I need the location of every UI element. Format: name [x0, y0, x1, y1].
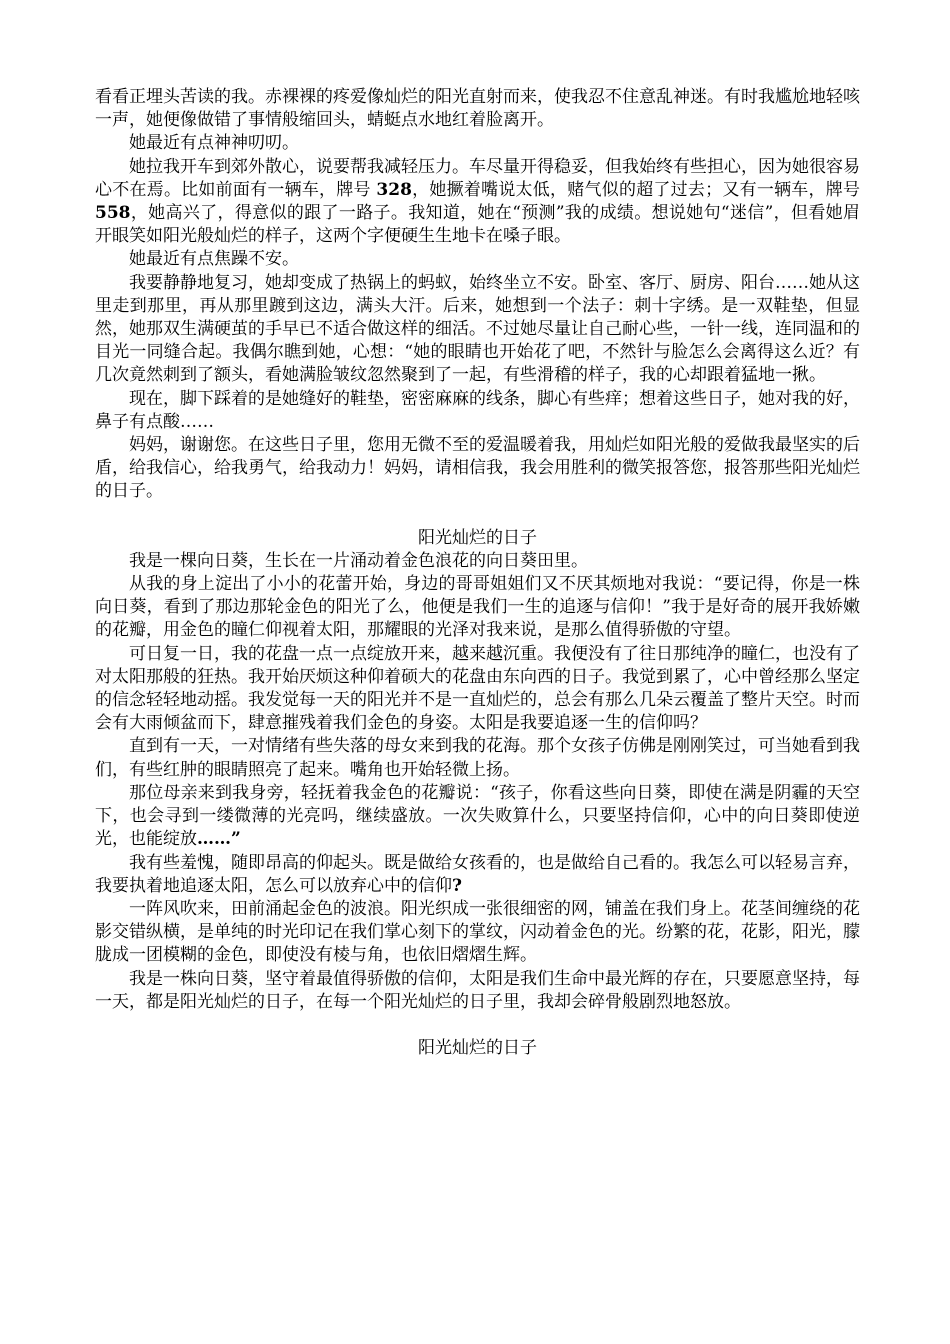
- paragraph: 我是一棵向日葵，生长在一片涌动着金色浪花的向日葵田里。: [129, 550, 588, 571]
- paragraph: 一阵风吹来，田前涌起金色的波浪。阳光织成一张很细密的网，铺盖在我们身上。花茎间缠绕的花影交错纵横，是单纯的时光印记在我们掌心刻下的掌纹，闪动着金色的光。纷繁的花，花影，阳光，朦胧成一团模糊的金色，即使没有棱与角，也依旧熠熠生辉。: [95, 898, 860, 966]
- paragraph: 她最近有点神神叨叨。: [129, 133, 299, 154]
- text-span: 她拉我开车到郊外散心，说要帮我减轻压力。车尽量开得稳妥，但我始终有些担心，因为她很容易心不在焉。比如前面有一辆车，牌号: [95, 156, 860, 200]
- question-mark-bold: ?: [452, 875, 462, 896]
- paragraph: 可日复一日，我的花盘一点一点绽放开来，越来越沉重。我便没有了往日那纯净的瞳仁，也没有了对太阳那般的狂热。我开始厌烦这种仰着硕大的花盘由东向西的日子。我觉到累了，心中曾经那么坚定的信念轻轻地动摇。我发觉每一天的阳光并不是一直灿烂的，总会有那么几朵云覆盖了整片天空。时而会有大雨倾盆而下，肆意摧残着我们金色的身姿。太阳是我要追逐一生的信仰吗？: [95, 643, 860, 734]
- plate-number-558: 558: [95, 203, 131, 224]
- paragraph: 我是一株向日葵，坚守着最值得骄傲的信仰，太阳是我们生命中最光辉的存在，只要愿意坚持，每一天，都是阳光灿烂的日子，在每一个阳光灿烂的日子里，我却会碎骨般剧烈地怒放。: [95, 968, 860, 1012]
- paragraph: 现在，脚下踩着的是她缝好的鞋垫，密密麻麻的线条，脚心有些痒；想着这些日子，她对我的好，鼻子有点酸……: [95, 388, 860, 432]
- ellipsis-bold: ……”: [197, 829, 241, 850]
- document-page: [95, 86, 860, 1060]
- essay-title: 阳光灿烂的日子: [418, 527, 537, 548]
- essay-title: 阳光灿烂的日子: [418, 1037, 537, 1058]
- paragraph: 看看正埋头苦读的我。赤裸裸的疼爱像灿烂的阳光直射而来，使我忍不住意乱神迷。有时我尴尬地轻咳一声，她便像做错了事情般缩回头，蜻蜓点水地红着脸离开。: [95, 87, 860, 131]
- paragraph-car-plates: [95, 156, 860, 249]
- paragraph: 妈妈，谢谢您。在这些日子里，您用无微不至的爱温暖着我，用灿烂如阳光般的爱做我最坚实的后盾，给我信心，给我勇气，给我动力！妈妈，请相信我，我会用胜利的微笑报答您，报答那些阳光灿烂的日子。: [95, 435, 860, 502]
- plate-number-328: 328: [376, 179, 412, 200]
- text-span: 我有些羞愧，随即昂高的仰起头。既是做给女孩看的，也是做给自己看的。我怎么可以轻易言弃，我要执着地追逐太阳，怎么可以放弃心中的信仰: [95, 852, 860, 896]
- paragraph: 我要静静地复习，她却变成了热锅上的蚂蚁，始终坐立不安。卧室、客厅、厨房、阳台……她从这里走到那里，再从那里踱到这边，满头大汗。后来，她想到一个法子：刺十字绣。是一双鞋垫，但显然，她那双生满硬茧的手早已不适合做这样的细活。不过她尽量让自己耐心些，一针一线，连同温和的目光一同缝合起。我偶尔瞧到她，心想：“她的眼睛也开始花了吧，不然针与脸怎么会离得这么近？有几次竟然刺到了额头，看她满脸皱纹忽然聚到了一起，有些滑稽的样子，我的心却跟着猛地一揪。: [95, 272, 860, 386]
- paragraph-resolve: [95, 852, 860, 898]
- text-span: ，她高兴了，得意似的跟了一路子。我知道，她在“预测”我的成绩。想说她句“迷信”，但看她眉开眼笑如阳光般灿烂的样子，这两个字便硬生生地卡在嗓子眼。: [95, 203, 860, 247]
- paragraph: 从我的身上淀出了小小的花蕾开始，身边的哥哥姐姐们又不厌其烦地对我说：“要记得，你是一株向日葵，看到了那边那轮金色的阳光了么，他便是我们一生的追逐与信仰！”我于是好奇的展开我娇嫩的花瓣，用金色的瞳仁仰视着太阳，那耀眼的光泽对我来说，是那么值得骄傲的守望。: [95, 574, 860, 641]
- paragraph: 她最近有点焦躁不安。: [129, 249, 299, 270]
- paragraph: 直到有一天，一对情绪有些失落的母女来到我的花海。那个女孩子仿佛是刚刚笑过，可当她看到我们，有些红肿的眼睛照亮了起来。嘴角也开始轻微上扬。: [95, 736, 860, 780]
- text-span: ，她撅着嘴说太低，赌气似的超了过去；又有一辆车，牌号: [411, 179, 861, 200]
- text-span: 那位母亲来到我身旁，轻抚着我金色的花瓣说：“孩子，你看这些向日葵，即使在满是阴霾的天空下，也会寻到一缕微薄的光亮吗，继续盛放。一次失败算什么，只要坚持信仰，心中的向日葵即使逆光，也能绽放: [95, 782, 860, 850]
- paragraph-mother-speech: [95, 782, 860, 852]
